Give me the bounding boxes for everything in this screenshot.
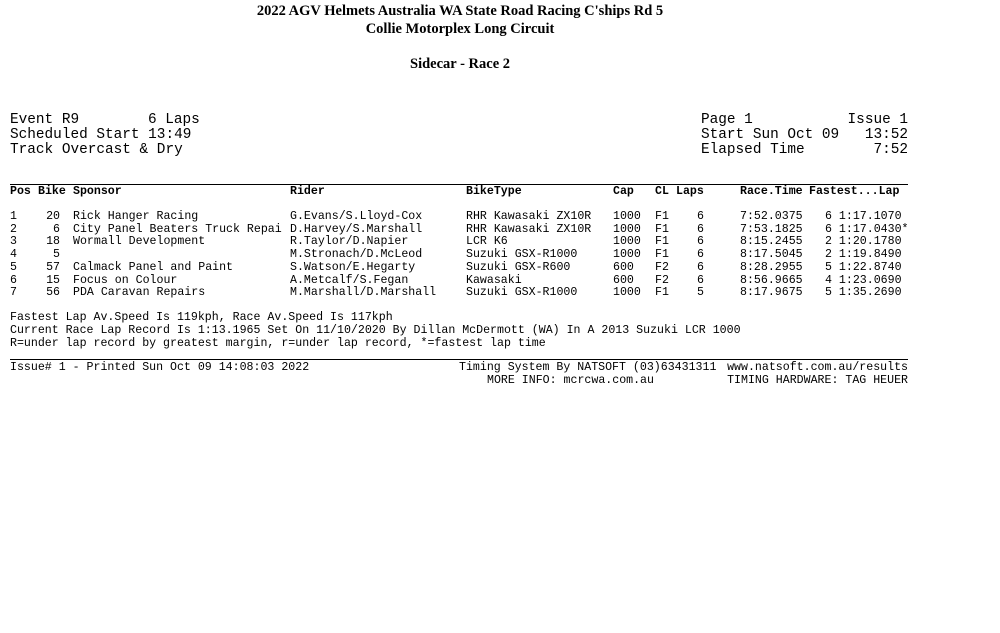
cell-biketype: Suzuki GSX-R600 [466, 260, 571, 274]
legend-note: R=under lap record by greatest margin, r=under lap record, *=fastest lap time [10, 337, 546, 350]
cell-cl: F1 [655, 210, 669, 223]
cell-bike: 57 [46, 260, 60, 274]
footer-rule [10, 359, 908, 360]
circuit-name: Collie Motorplex Long Circuit [365, 21, 555, 37]
cell-rider: M.Marshall/D.Marshall [290, 286, 437, 300]
cell-pos: 6 [10, 273, 17, 287]
cell-sponsor: City Panel Beaters Truck Repai [73, 222, 282, 236]
cell-cap: 600 [613, 260, 634, 274]
cell-laps: 6 [697, 210, 704, 223]
report-title: 2022 AGV Helmets Australia WA State Road Racing C'ships Rd 5 [256, 3, 664, 19]
scheduled-start: Scheduled Start 13:49 [10, 127, 192, 143]
start-label: Start Sun Oct 09 [701, 127, 840, 143]
website-link[interactable]: www.natsoft.com.au/results [727, 361, 908, 374]
col-rider: Rider [290, 185, 325, 198]
speed-note: Fastest Lap Av.Speed Is 119kph, Race Av.Speed Is 117kph [10, 311, 393, 324]
cell-biketype: Suzuki GSX-R1000 [466, 286, 578, 300]
cell-rider: M.Stronach/D.McLeod [290, 248, 423, 262]
more-info: MORE INFO: mcrcwa.com.au [487, 374, 654, 387]
cell-bike: 18 [46, 235, 60, 249]
cell-rider: G.Evans/S.Lloyd-Cox [290, 210, 423, 223]
cell-cl: F1 [655, 235, 669, 249]
cell-racetime: 8:17.9675 [740, 286, 803, 300]
cell-racetime: 7:53.1825 [740, 222, 803, 236]
cell-pos: 2 [10, 222, 17, 236]
col-sponsor: Sponsor [73, 185, 122, 198]
cell-biketype: RHR Kawasaki ZX10R [466, 210, 592, 223]
cell-sponsor: Focus on Colour [73, 273, 178, 287]
cell-bike: 56 [46, 286, 60, 300]
cell-bike: 5 [53, 248, 60, 262]
cell-cl: F2 [655, 260, 669, 274]
cell-racetime: 8:28.2955 [740, 260, 803, 274]
cell-racetime: 8:17.5045 [740, 248, 803, 262]
cell-cap: 1000 [613, 248, 641, 262]
cell-racetime: 8:56.9665 [740, 273, 803, 287]
cell-cap: 1000 [613, 286, 641, 300]
col-biketype: BikeType [466, 185, 522, 198]
cell-laps: 5 [697, 286, 704, 300]
cell-cap: 1000 [613, 235, 641, 249]
cell-biketype: Suzuki GSX-R1000 [466, 248, 578, 262]
col-fastest: Fastest...Lap [809, 185, 900, 198]
cell-cl: F1 [655, 248, 669, 262]
timing-system: Timing System By NATSOFT (03)63431311 [459, 361, 717, 374]
cell-cl: F2 [655, 273, 669, 287]
cell-bike: 6 [53, 222, 60, 236]
page-label: Page 1 [701, 112, 753, 128]
start-time: 13:52 [864, 127, 908, 143]
cell-fastest: 5 1:22.8740 [825, 260, 902, 274]
cell-biketype: RHR Kawasaki ZX10R [466, 222, 592, 236]
cell-racetime: 8:15.2455 [740, 235, 803, 249]
cell-fastest: 6 1:17.0430* [825, 222, 909, 236]
timing-hardware: TIMING HARDWARE: TAG HEUER [727, 374, 908, 387]
cell-pos: 4 [10, 248, 17, 262]
cell-cap: 600 [613, 273, 634, 287]
cell-cap: 1000 [613, 222, 641, 236]
cell-fastest: 2 1:20.1780 [825, 235, 902, 249]
printed-info: Issue# 1 - Printed Sun Oct 09 14:08:03 2022 [10, 361, 310, 374]
cell-rider: A.Metcalf/S.Fegan [290, 273, 409, 287]
cell-cl: F1 [655, 222, 669, 236]
cell-sponsor: PDA Caravan Repairs [73, 286, 206, 300]
col-racetime: Race.Time [740, 185, 803, 198]
cell-rider: R.Taylor/D.Napier [290, 235, 409, 249]
cell-fastest: 4 1:23.0690 [825, 273, 902, 287]
col-cl: CL [655, 185, 669, 198]
cell-bike: 20 [46, 210, 60, 223]
cell-sponsor: Rick Hanger Racing [73, 210, 199, 223]
col-cap: Cap [613, 185, 634, 198]
cell-cl: F1 [655, 286, 669, 300]
race-name: Sidecar - Race 2 [410, 56, 510, 72]
lap-record-note: Current Race Lap Record Is 1:13.1965 Set On 11/10/2020 By Dillan McDermott (WA) In A 2013 Suzuki LCR 1000 [10, 324, 741, 337]
cell-biketype: Kawasaki [466, 273, 522, 287]
col-bike: Bike [38, 185, 66, 198]
cell-laps: 6 [697, 222, 704, 236]
cell-pos: 1 [10, 210, 17, 223]
elapsed-time: 7:52 [873, 142, 908, 158]
cell-fastest: 5 1:35.2690 [825, 286, 902, 300]
cell-bike: 15 [46, 273, 60, 287]
cell-rider: S.Watson/E.Hegarty [290, 260, 416, 274]
laps-label: 6 Laps [148, 112, 200, 128]
cell-laps: 6 [697, 273, 704, 287]
cell-cap: 1000 [613, 210, 641, 223]
cell-laps: 6 [697, 235, 704, 249]
cell-pos: 3 [10, 235, 17, 249]
cell-biketype: LCR K6 [466, 235, 508, 249]
cell-fastest: 6 1:17.1070 [825, 210, 902, 223]
cell-laps: 6 [697, 260, 704, 274]
cell-racetime: 7:52.0375 [740, 210, 803, 223]
cell-rider: D.Harvey/S.Marshall [290, 222, 423, 236]
cell-sponsor: Wormall Development [73, 235, 206, 249]
cell-pos: 5 [10, 260, 17, 274]
track-condition: Track Overcast & Dry [10, 142, 183, 158]
col-pos: Pos [10, 185, 31, 198]
col-laps: Laps [676, 185, 704, 198]
cell-sponsor: Calmack Panel and Paint [73, 260, 234, 274]
issue-label: Issue 1 [847, 112, 908, 128]
cell-fastest: 2 1:19.8490 [825, 248, 902, 262]
cell-pos: 7 [10, 286, 17, 300]
event-label: Event R9 [10, 112, 80, 128]
cell-laps: 6 [697, 248, 704, 262]
elapsed-label: Elapsed Time [701, 142, 805, 158]
